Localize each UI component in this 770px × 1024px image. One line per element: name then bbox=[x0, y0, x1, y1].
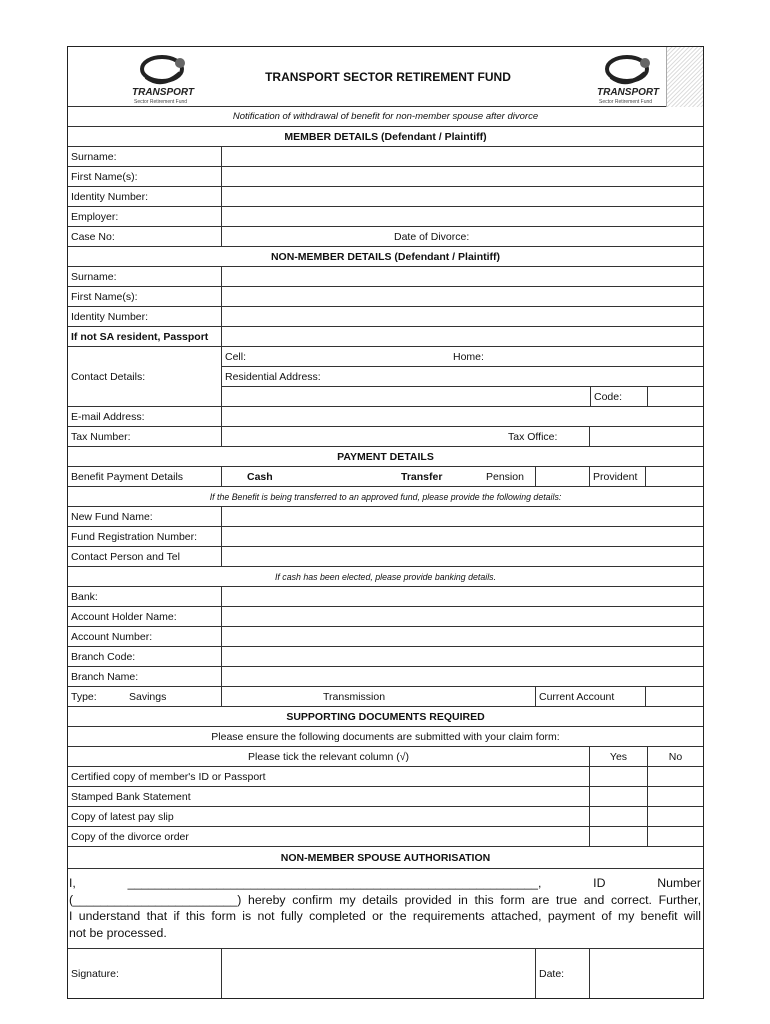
field-label: E-mail Address: bbox=[71, 410, 145, 423]
field-label: Case No: bbox=[71, 230, 115, 243]
member-employer-row bbox=[68, 207, 703, 227]
account-number-field[interactable] bbox=[221, 627, 703, 646]
payment-heading-row bbox=[68, 447, 703, 467]
fund-reg-field[interactable] bbox=[221, 527, 703, 546]
authorisation-heading-row bbox=[68, 847, 703, 869]
provident-option[interactable]: Provident bbox=[589, 467, 645, 486]
branch-name-row bbox=[68, 667, 703, 687]
branch-code-field[interactable] bbox=[221, 647, 703, 666]
current-account-option[interactable]: Current Account bbox=[535, 687, 645, 706]
benefit-row bbox=[68, 467, 703, 487]
documents-instruction: Please ensure the following documents are submitted with your claim form: bbox=[211, 730, 560, 743]
document-label: Copy of latest pay slip bbox=[71, 810, 174, 823]
member-id-field[interactable] bbox=[221, 187, 703, 206]
member-heading: MEMBER DETAILS (Defendant / Plaintiff) bbox=[284, 130, 487, 143]
email-row bbox=[68, 407, 703, 427]
holder-field[interactable] bbox=[221, 607, 703, 626]
withdrawal-form bbox=[67, 46, 704, 999]
bank-row bbox=[68, 587, 703, 607]
svg-text:Sector Retirement Fund: Sector Retirement Fund bbox=[134, 99, 188, 105]
contact-person-row bbox=[68, 547, 703, 567]
declaration-text bbox=[68, 869, 703, 941]
savings-option[interactable]: Savings bbox=[129, 690, 167, 703]
transfer-note-row bbox=[68, 487, 703, 507]
field-label: Residential Address: bbox=[225, 370, 321, 383]
field-label: Employer: bbox=[71, 210, 119, 223]
documents-heading-row bbox=[68, 707, 703, 727]
field-label: If not SA resident, Passport bbox=[71, 330, 209, 343]
document-row bbox=[68, 767, 703, 787]
contact-block bbox=[68, 347, 703, 407]
field-label: Surname: bbox=[71, 270, 117, 283]
new-fund-row bbox=[68, 507, 703, 527]
declaration-block bbox=[68, 869, 703, 949]
tax-number-field[interactable] bbox=[221, 427, 501, 446]
contact-person-field[interactable] bbox=[221, 547, 703, 566]
member-employer-field[interactable] bbox=[221, 207, 703, 226]
code-field[interactable] bbox=[647, 387, 703, 407]
doc-no-tick[interactable] bbox=[647, 827, 703, 846]
declaration-line: I, ____________________________________________________________, ID Number bbox=[69, 876, 701, 890]
corner-hatch bbox=[666, 47, 703, 107]
nonmember-id-row bbox=[68, 307, 703, 327]
field-label: Branch Code: bbox=[71, 650, 136, 663]
savings-tick[interactable] bbox=[221, 687, 321, 706]
field-label: Home: bbox=[453, 350, 484, 363]
field-label: Fund Registration Number: bbox=[71, 530, 198, 543]
nonmember-surname-field[interactable] bbox=[221, 267, 703, 286]
declaration-line: not be processed. bbox=[69, 925, 167, 940]
new-fund-field[interactable] bbox=[221, 507, 703, 526]
field-label: Account Holder Name: bbox=[71, 610, 177, 623]
doc-no-tick[interactable] bbox=[647, 767, 703, 786]
form-subtitle: Notification of withdrawal of benefit for non-member spouse after divorce bbox=[232, 111, 539, 122]
member-firstnames-row bbox=[68, 167, 703, 187]
no-column-header: No bbox=[647, 747, 703, 766]
account-number-row bbox=[68, 627, 703, 647]
fund-reg-row bbox=[68, 527, 703, 547]
field-label: Signature: bbox=[71, 967, 119, 980]
documents-heading: SUPPORTING DOCUMENTS REQUIRED bbox=[286, 710, 485, 723]
document-row bbox=[68, 787, 703, 807]
transfer-note: If the Benefit is being transferred to an approved fund, please provide the following details: bbox=[209, 491, 562, 502]
transfer-option[interactable]: Transfer bbox=[401, 470, 443, 483]
member-id-row bbox=[68, 187, 703, 207]
doc-yes-tick[interactable] bbox=[589, 807, 647, 826]
field-label: Surname: bbox=[71, 150, 117, 163]
document-label: Copy of the divorce order bbox=[71, 830, 189, 843]
current-account-tick[interactable] bbox=[645, 687, 703, 706]
declaration-line: I understand that if this form is not fully completed or the requirements attached, payment of my benefit will bbox=[69, 909, 701, 923]
nonmember-heading: NON-MEMBER DETAILS (Defendant / Plaintiff) bbox=[270, 250, 501, 263]
member-surname-row bbox=[68, 147, 703, 167]
passport-row bbox=[68, 327, 703, 347]
cash-option[interactable]: Cash bbox=[221, 467, 301, 486]
field-label: New Fund Name: bbox=[71, 510, 153, 523]
field-label: Tax Number: bbox=[71, 430, 131, 443]
form-header bbox=[68, 47, 703, 107]
divorce-date-field[interactable] bbox=[511, 227, 703, 246]
doc-yes-tick[interactable] bbox=[589, 787, 647, 806]
doc-no-tick[interactable] bbox=[647, 807, 703, 826]
field-label: Date: bbox=[535, 949, 589, 998]
field-label: Benefit Payment Details bbox=[71, 470, 184, 483]
subtitle-row bbox=[68, 107, 703, 127]
field-label: Contact Person and Tel bbox=[71, 550, 180, 563]
pension-option[interactable]: Pension bbox=[486, 470, 524, 483]
authorisation-heading: NON-MEMBER SPOUSE AUTHORISATION bbox=[280, 851, 491, 864]
field-label: Identity Number: bbox=[71, 310, 149, 323]
tick-instruction: Please tick the relevant column (√) bbox=[248, 750, 409, 763]
cash-note: If cash has been elected, please provide banking details. bbox=[274, 571, 497, 582]
pension-tick[interactable] bbox=[535, 467, 589, 486]
holder-row bbox=[68, 607, 703, 627]
doc-no-tick[interactable] bbox=[647, 787, 703, 806]
passport-field[interactable] bbox=[221, 327, 703, 346]
doc-yes-tick[interactable] bbox=[589, 827, 647, 846]
case-number-field[interactable] bbox=[221, 227, 391, 246]
nonmember-id-field[interactable] bbox=[221, 307, 703, 326]
field-label: Branch Name: bbox=[71, 670, 139, 683]
transmission-option[interactable]: Transmission bbox=[323, 690, 386, 703]
provident-tick[interactable] bbox=[645, 467, 703, 486]
svg-text:TRANSPORT: TRANSPORT bbox=[597, 87, 660, 98]
field-label: Tax Office: bbox=[508, 430, 558, 443]
field-label: Contact Details: bbox=[71, 370, 146, 383]
email-field[interactable] bbox=[221, 407, 703, 426]
declaration-line: (________________________) hereby confirm my details provided in this form are true and correct. Further, bbox=[69, 892, 701, 907]
address-field[interactable] bbox=[222, 387, 590, 407]
doc-yes-tick[interactable] bbox=[589, 767, 647, 786]
date-field[interactable] bbox=[589, 949, 703, 998]
payment-heading: PAYMENT DETAILS bbox=[337, 450, 434, 463]
field-label: Cell: bbox=[225, 350, 247, 363]
field-label: First Name(s): bbox=[71, 290, 138, 303]
nonmember-firstnames-row bbox=[68, 287, 703, 307]
svg-text:Sector Retirement Fund: Sector Retirement Fund bbox=[599, 99, 653, 105]
yes-column-header: Yes bbox=[589, 747, 647, 766]
field-label: Type: bbox=[71, 690, 97, 703]
account-type-row bbox=[68, 687, 703, 707]
nonmember-firstnames-field[interactable] bbox=[221, 287, 703, 306]
bank-field[interactable] bbox=[221, 587, 703, 606]
tax-row bbox=[68, 427, 703, 447]
member-firstnames-field[interactable] bbox=[221, 167, 703, 186]
tick-header-row bbox=[68, 747, 703, 767]
member-case-row bbox=[68, 227, 703, 247]
branch-name-field[interactable] bbox=[221, 667, 703, 686]
document-label: Certified copy of member's ID or Passport bbox=[71, 770, 266, 783]
document-row bbox=[68, 807, 703, 827]
field-label: Identity Number: bbox=[71, 190, 149, 203]
cash-note-row bbox=[68, 567, 703, 587]
field-label: Account Number: bbox=[71, 630, 153, 643]
field-label: First Name(s): bbox=[71, 170, 138, 183]
tax-office-field[interactable] bbox=[589, 427, 703, 446]
signature-field[interactable] bbox=[221, 949, 535, 998]
documents-instruction-row bbox=[68, 727, 703, 747]
document-label: Stamped Bank Statement bbox=[71, 790, 191, 803]
member-surname-field[interactable] bbox=[221, 147, 703, 166]
branch-code-row bbox=[68, 647, 703, 667]
signature-row bbox=[68, 949, 703, 998]
svg-text:TRANSPORT: TRANSPORT bbox=[132, 87, 195, 98]
field-label: Date of Divorce: bbox=[394, 230, 470, 243]
member-heading-row bbox=[68, 127, 703, 147]
nonmember-heading-row bbox=[68, 247, 703, 267]
document-row bbox=[68, 827, 703, 847]
form-title: TRANSPORT SECTOR RETIREMENT FUND bbox=[265, 69, 511, 84]
field-label: Code: bbox=[590, 387, 647, 407]
nonmember-surname-row bbox=[68, 267, 703, 287]
field-label: Bank: bbox=[71, 590, 98, 603]
